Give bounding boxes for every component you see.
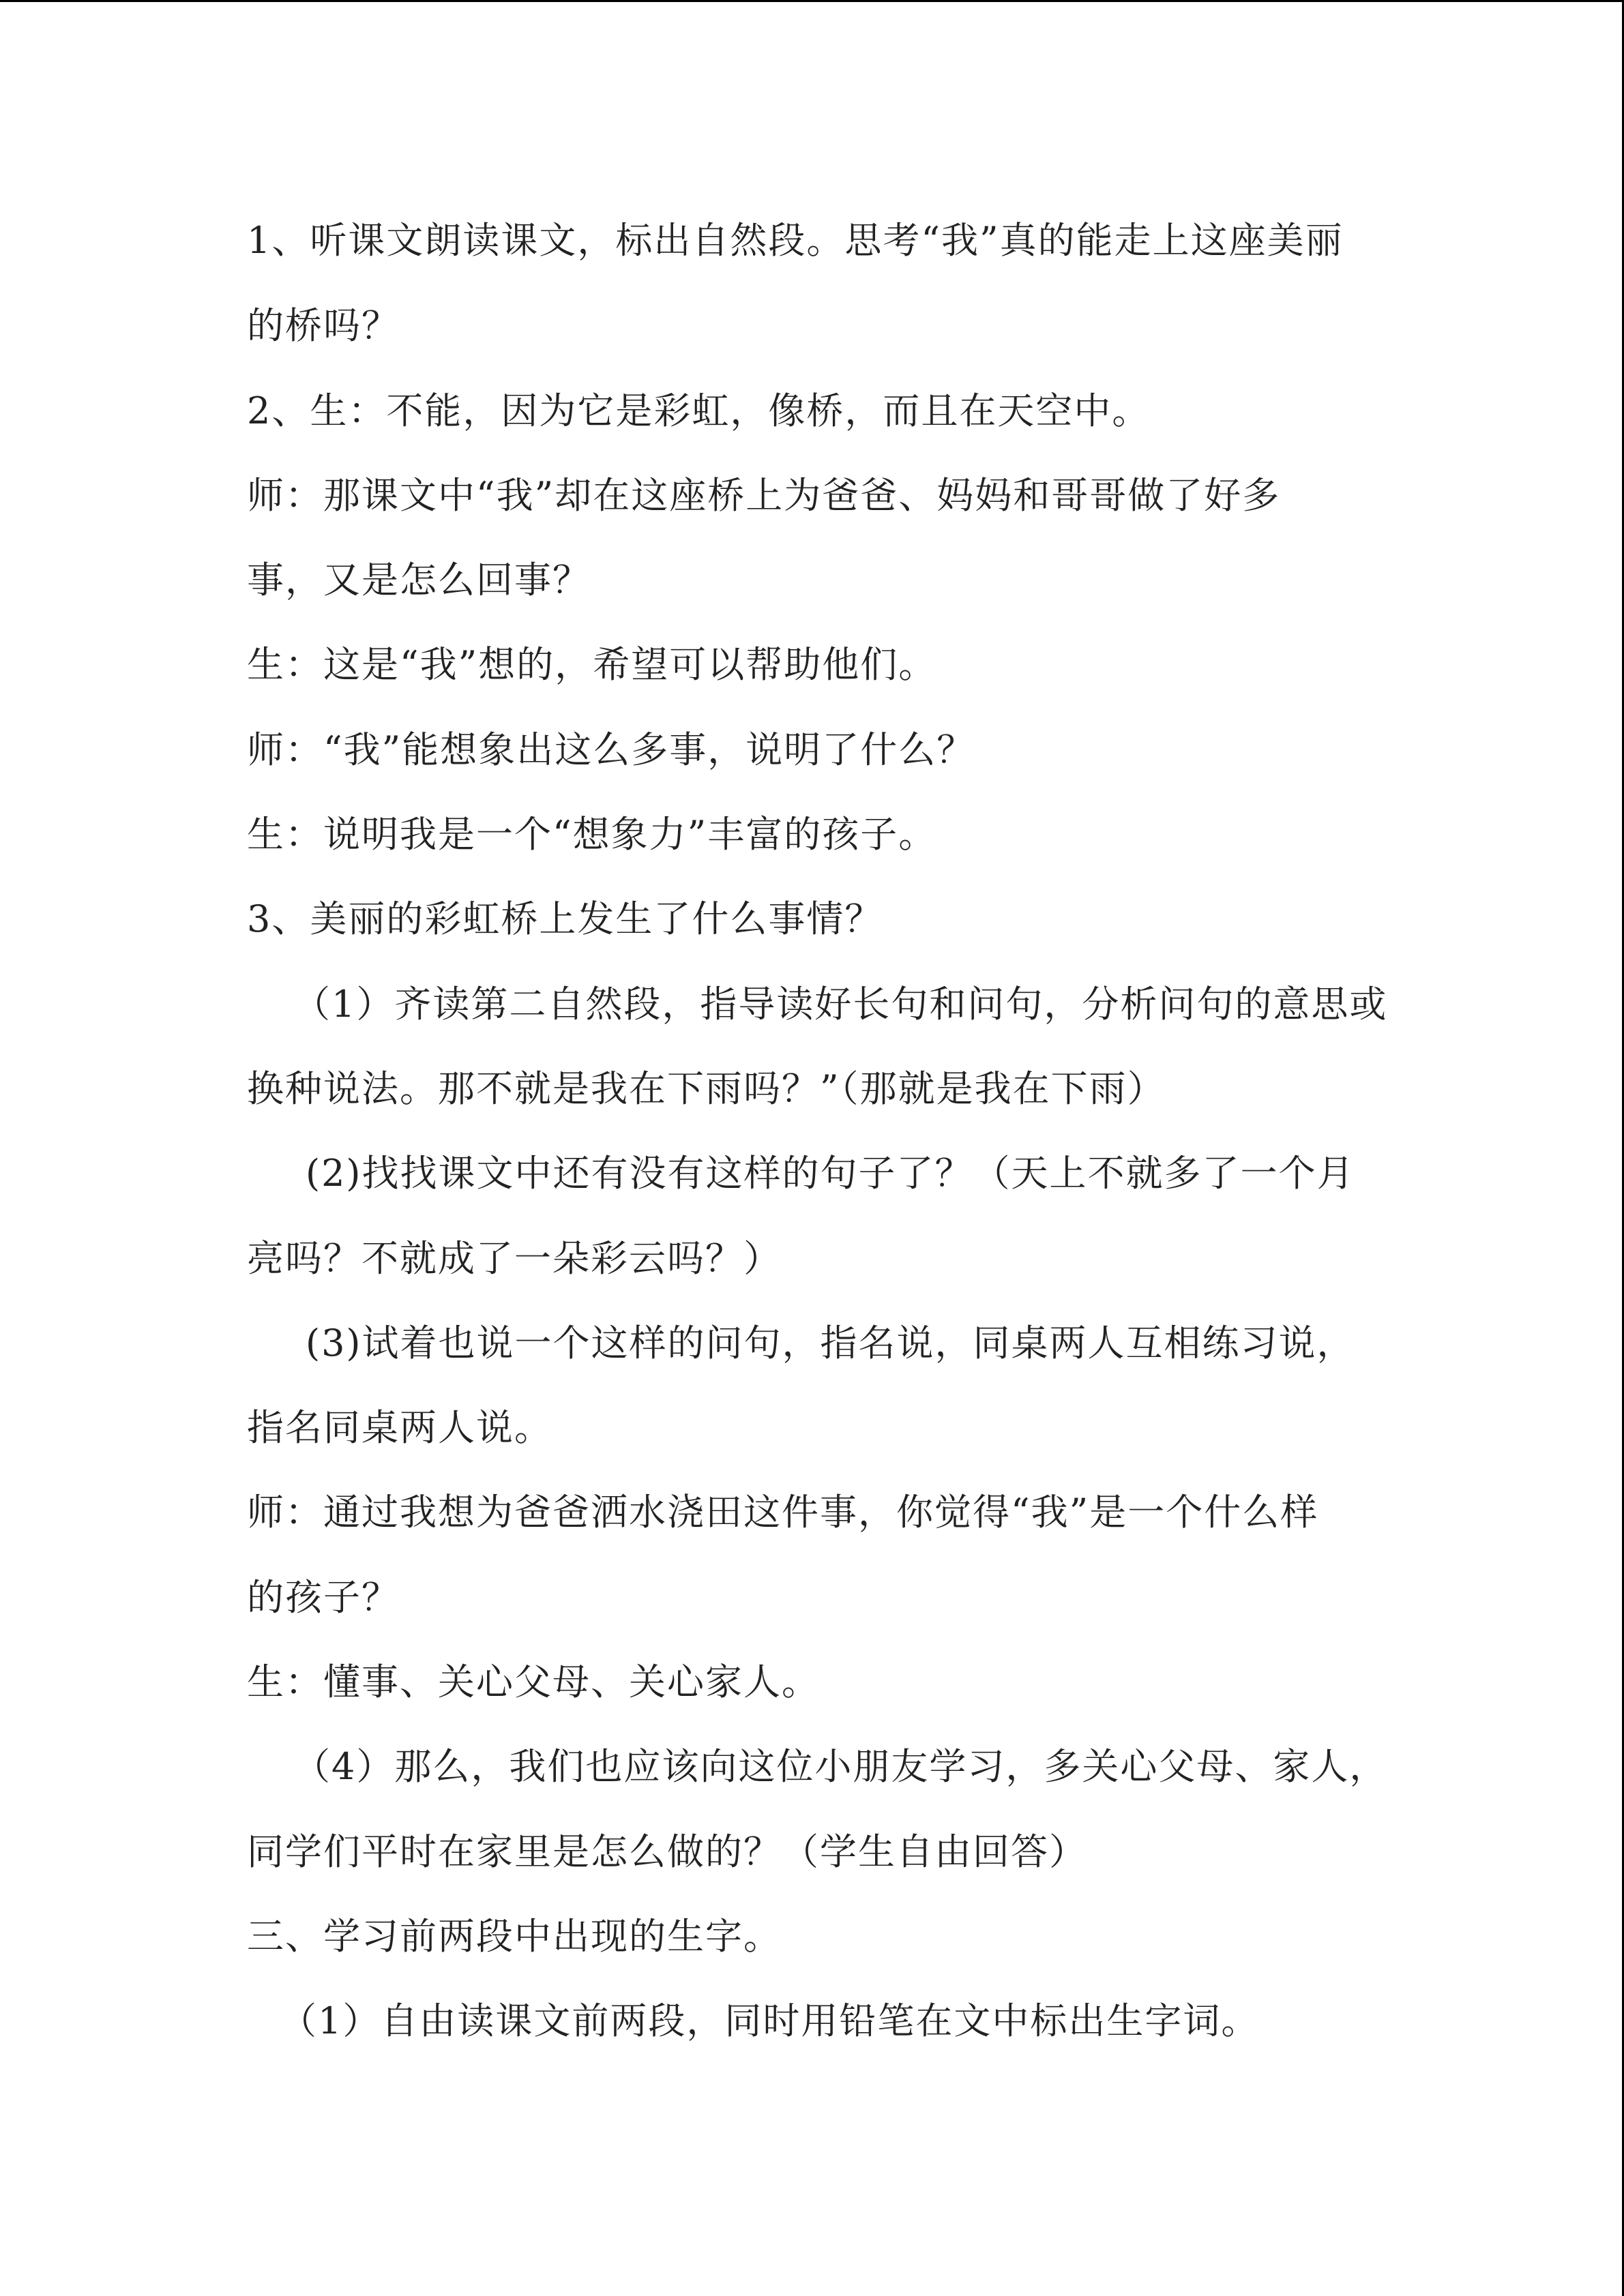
text-line: 的孩子？: [247, 1576, 400, 1619]
text-line: 师：“我”能想象出这么多事，说明了什么？: [247, 728, 975, 771]
text-line: （1）自由读课文前两段，同时用铅笔在文中标出生字词。: [280, 1999, 1260, 2042]
text-line: 三、学习前两段中出现的生字。: [247, 1915, 782, 1958]
text-line: （4）那么，我们也应该向这位小朋友学习，多关心父母、家人，: [293, 1745, 1388, 1788]
text-line: 换种说法。那不就是我在下雨吗？”（那就是我在下雨）: [247, 1067, 1166, 1110]
text-line: 指名同桌两人说。: [247, 1406, 552, 1449]
text-line: （1）齐读第二自然段，指导读好长句和问句，分析问句的意思或: [293, 983, 1388, 1026]
text-line: 生：懂事、关心父母、关心家人。: [247, 1660, 820, 1703]
text-line: 师：那课文中“我”却在这座桥上为爸爸、妈妈和哥哥做了好多: [247, 474, 1281, 517]
text-line: 亮吗？不就成了一朵彩云吗？）: [247, 1237, 782, 1280]
text-line: 生：说明我是一个“想象力”丰富的孩子。: [247, 813, 937, 856]
text-line: 3、美丽的彩虹桥上发生了什么事情？: [247, 897, 883, 940]
text-line: 同学们平时在家里是怎么做的？（学生自由回答）: [247, 1830, 1087, 1873]
text-line: 的桥吗？: [247, 304, 400, 347]
text-line: 师：通过我想为爸爸洒水浇田这件事，你觉得“我”是一个什么样: [247, 1491, 1319, 1534]
text-line: (3)试着也说一个这样的问句，指名说，同桌两人互相练习说，: [306, 1322, 1355, 1365]
text-line: 事，又是怎么回事？: [247, 558, 591, 601]
text-line: 1、听课文朗读课文，标出自然段。思考“我”真的能走上这座美丽: [247, 219, 1344, 262]
text-line: 生：这是“我”想的，希望可以帮助他们。: [247, 643, 937, 686]
text-line: (2)找找课文中还有没有这样的句子了？（天上不就多了一个月: [306, 1152, 1355, 1195]
text-line: 2、生：不能，因为它是彩虹，像桥，而且在天空中。: [247, 389, 1151, 432]
